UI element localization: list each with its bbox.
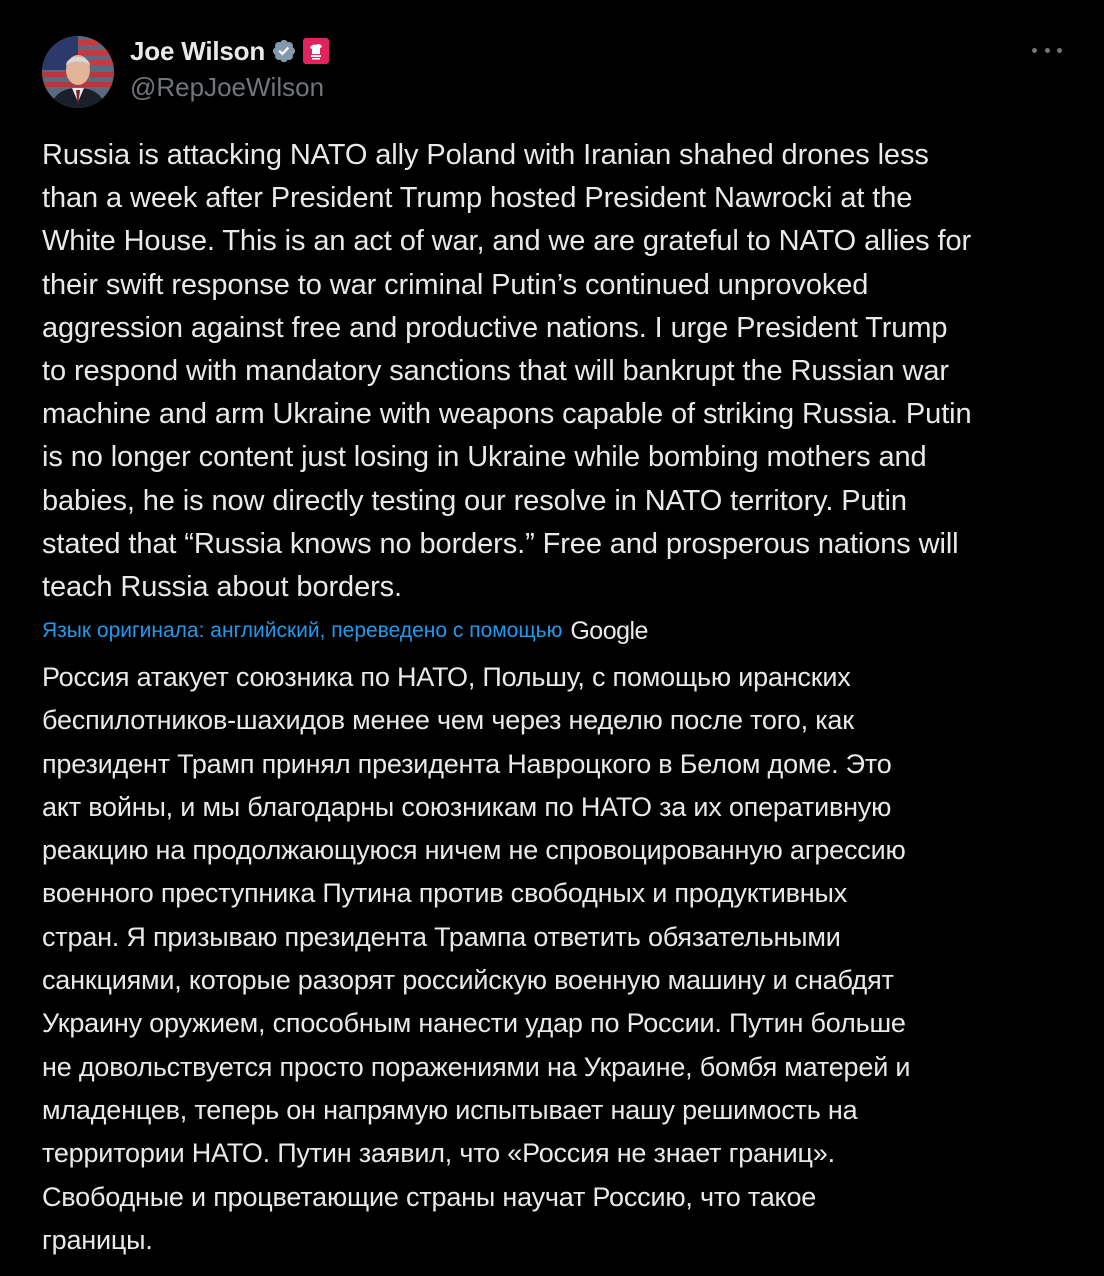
avatar-image [42,36,114,108]
verified-badge-icon[interactable] [271,38,297,64]
google-logo: Google [570,616,648,645]
display-name[interactable]: Joe Wilson [130,35,266,66]
handle[interactable]: @RepJoeWilson [130,72,325,102]
translation-label[interactable]: Язык оригинала: английский, переведено с помощью [42,619,563,642]
tweet-header [42,36,1062,108]
name-row [130,36,329,66]
translation-note[interactable] [42,614,648,648]
avatar[interactable] [42,36,114,108]
tweet-text: Russia is attacking NATO ally Poland with Iranian shahed drones less than a week after President Trump hosted President Nawrocki at the White House. This is an act of war, and we are grateful to NATO allies for their swift response to war criminal Putin’s continued unprovoked aggression against free and productive nations. I urge President Trump to respond with mandatory sanctions that will bankrupt the Russian war machine and arm Ukraine with weapons capable of striking Russia. Putin is no longer content just losing in Ukraine while bombing mothers and babies, he is now directly testing our resolve in NATO territory. Putin stated that “Russia knows no borders.” Free and prosperous nations will teach Russia about borders. [42,139,972,604]
government-badge-icon[interactable] [303,38,329,64]
more-horizontal-icon[interactable] [1032,38,1062,62]
translated-text: Россия атакует союзника по НАТО, Польшу, с помощью иранских беспилотников-шахидов менее чем через неделю после того, как президент Трамп принял президента Навроцкого в Белом доме. Это акт войны, и мы благодарны союзникам по НАТО за их оперативную реакцию на продолжающуюся ничем не спровоцированную агрессию военного преступника Путина против свободных и продуктивных стран. Я призываю президента Трампа ответить обязательными санкциями, которые разорят российскую военную машину и снабдят Украину оружием, способным нанести удар по России. Путин больше не довольствуется просто поражениями на Украине, бомбя матерей и младенцев, теперь он напрямую испытывает нашу решимость на территории НАТО. Путин заявил, что «Россия не знает границ». Свободные и процветающие страны научат Россию, что такое границы. [42,662,911,1255]
